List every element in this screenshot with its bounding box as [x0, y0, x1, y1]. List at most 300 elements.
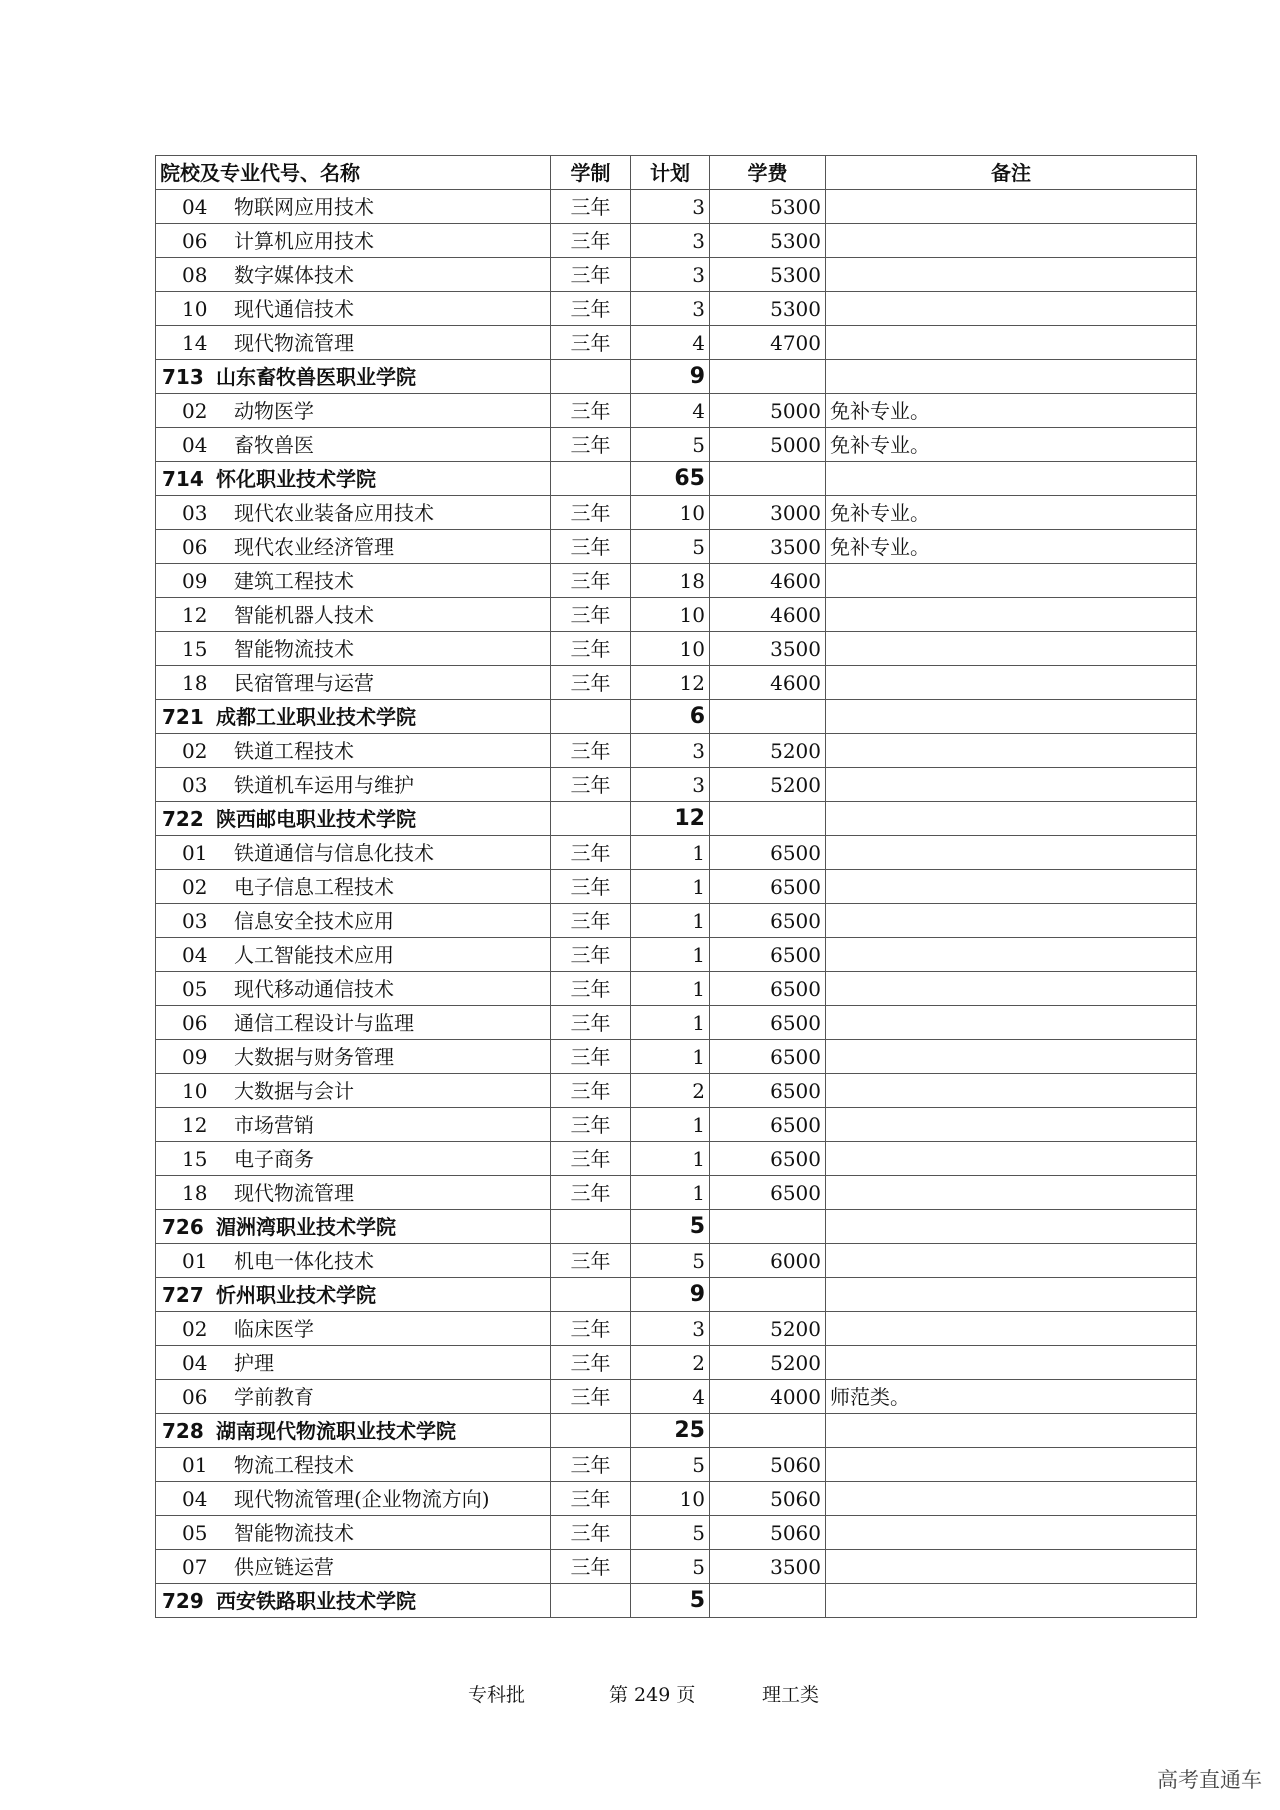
major-name: 动物医学 — [234, 398, 314, 423]
school-cell — [156, 700, 551, 734]
major-code: 15 — [182, 1146, 208, 1171]
major-plan: 2 — [631, 1074, 710, 1108]
major-note — [826, 1550, 1197, 1584]
major-note — [826, 1482, 1197, 1516]
major-code: 02 — [182, 874, 208, 899]
major-name: 市场营销 — [234, 1112, 314, 1137]
school-name: 湄洲湾职业技术学院 — [216, 1214, 396, 1239]
major-plan: 1 — [631, 870, 710, 904]
major-system: 三年 — [551, 598, 631, 632]
major-note — [826, 1074, 1197, 1108]
major-row — [156, 938, 1197, 972]
major-fee: 6500 — [710, 1006, 826, 1040]
header-system: 学制 — [551, 156, 631, 190]
major-name: 电子商务 — [234, 1146, 314, 1171]
school-code: 714 — [162, 466, 204, 491]
major-cell — [156, 768, 551, 802]
school-name: 西安铁路职业技术学院 — [216, 1588, 416, 1613]
major-cell — [156, 1312, 551, 1346]
major-row — [156, 496, 1197, 530]
major-fee: 5300 — [710, 258, 826, 292]
major-row — [156, 1550, 1197, 1584]
major-code: 03 — [182, 772, 208, 797]
watermark: 高考直通车 — [1157, 1768, 1262, 1792]
school-note — [826, 360, 1197, 394]
major-system: 三年 — [551, 904, 631, 938]
major-code: 06 — [182, 1010, 208, 1035]
major-name: 数字媒体技术 — [234, 262, 354, 287]
major-fee: 6500 — [710, 836, 826, 870]
major-plan: 5 — [631, 1550, 710, 1584]
major-system: 三年 — [551, 258, 631, 292]
table-body — [156, 190, 1197, 1618]
major-system: 三年 — [551, 1074, 631, 1108]
major-fee: 6500 — [710, 904, 826, 938]
major-system: 三年 — [551, 1346, 631, 1380]
major-system: 三年 — [551, 1142, 631, 1176]
major-note — [826, 972, 1197, 1006]
major-system: 三年 — [551, 1108, 631, 1142]
school-code: 726 — [162, 1214, 204, 1239]
major-fee: 5200 — [710, 734, 826, 768]
major-fee: 6500 — [710, 972, 826, 1006]
major-plan: 1 — [631, 836, 710, 870]
major-note — [826, 1448, 1197, 1482]
major-code: 06 — [182, 534, 208, 559]
major-cell — [156, 836, 551, 870]
major-plan: 10 — [631, 1482, 710, 1516]
school-name: 陕西邮电职业技术学院 — [216, 806, 416, 831]
major-name: 智能物流技术 — [234, 636, 354, 661]
major-row — [156, 1346, 1197, 1380]
major-system: 三年 — [551, 870, 631, 904]
major-note — [826, 224, 1197, 258]
major-cell — [156, 972, 551, 1006]
major-fee: 5000 — [710, 394, 826, 428]
major-code: 12 — [182, 1112, 208, 1137]
school-fee — [710, 1210, 826, 1244]
school-note — [826, 1414, 1197, 1448]
major-plan: 4 — [631, 394, 710, 428]
school-note — [826, 700, 1197, 734]
major-plan: 1 — [631, 972, 710, 1006]
major-row — [156, 428, 1197, 462]
major-plan: 3 — [631, 190, 710, 224]
major-plan: 3 — [631, 734, 710, 768]
major-note: 免补专业。 — [826, 394, 1197, 428]
major-system: 三年 — [551, 190, 631, 224]
major-note — [826, 598, 1197, 632]
major-row — [156, 1176, 1197, 1210]
major-fee: 4700 — [710, 326, 826, 360]
major-plan: 4 — [631, 326, 710, 360]
major-row — [156, 530, 1197, 564]
major-plan: 3 — [631, 1312, 710, 1346]
school-row — [156, 360, 1197, 394]
school-code: 728 — [162, 1418, 204, 1443]
major-fee: 6500 — [710, 1176, 826, 1210]
major-name: 电子信息工程技术 — [234, 874, 394, 899]
school-row — [156, 1584, 1197, 1618]
school-note — [826, 802, 1197, 836]
major-fee: 5200 — [710, 1346, 826, 1380]
school-fee — [710, 700, 826, 734]
school-fee — [710, 462, 826, 496]
school-note — [826, 1278, 1197, 1312]
major-cell — [156, 1142, 551, 1176]
school-system — [551, 462, 631, 496]
major-code: 12 — [182, 602, 208, 627]
major-plan: 5 — [631, 1516, 710, 1550]
major-fee: 5060 — [710, 1448, 826, 1482]
major-code: 09 — [182, 1044, 208, 1069]
major-system: 三年 — [551, 836, 631, 870]
school-code: 713 — [162, 364, 204, 389]
major-row — [156, 1006, 1197, 1040]
major-system: 三年 — [551, 394, 631, 428]
major-name: 大数据与会计 — [234, 1078, 354, 1103]
major-code: 04 — [182, 432, 208, 457]
major-row — [156, 1312, 1197, 1346]
major-plan: 2 — [631, 1346, 710, 1380]
major-note — [826, 1006, 1197, 1040]
major-plan: 1 — [631, 1108, 710, 1142]
major-cell — [156, 1448, 551, 1482]
major-note — [826, 870, 1197, 904]
major-note — [826, 1040, 1197, 1074]
major-note — [826, 904, 1197, 938]
school-system — [551, 802, 631, 836]
major-name: 智能物流技术 — [234, 1520, 354, 1545]
major-name: 大数据与财务管理 — [234, 1044, 394, 1069]
major-row — [156, 598, 1197, 632]
major-system: 三年 — [551, 734, 631, 768]
major-cell — [156, 326, 551, 360]
major-code: 10 — [182, 1078, 208, 1103]
school-cell — [156, 1414, 551, 1448]
major-row — [156, 1516, 1197, 1550]
major-plan: 3 — [631, 224, 710, 258]
school-note — [826, 462, 1197, 496]
major-code: 05 — [182, 976, 208, 1001]
major-plan: 4 — [631, 1380, 710, 1414]
major-fee: 4600 — [710, 598, 826, 632]
major-system: 三年 — [551, 1312, 631, 1346]
admission-plan-table — [155, 155, 1197, 1618]
major-fee: 4600 — [710, 564, 826, 598]
major-note — [826, 734, 1197, 768]
school-row — [156, 1210, 1197, 1244]
major-system: 三年 — [551, 428, 631, 462]
major-system: 三年 — [551, 1380, 631, 1414]
school-cell — [156, 1278, 551, 1312]
major-note — [826, 292, 1197, 326]
major-plan: 5 — [631, 1448, 710, 1482]
major-fee: 6500 — [710, 938, 826, 972]
school-name: 成都工业职业技术学院 — [216, 704, 416, 729]
school-plan-total: 25 — [631, 1414, 710, 1448]
major-fee: 6500 — [710, 870, 826, 904]
major-name: 现代物流管理 — [234, 1180, 354, 1205]
major-code: 08 — [182, 262, 208, 287]
major-name: 现代通信技术 — [234, 296, 354, 321]
major-system: 三年 — [551, 496, 631, 530]
major-code: 02 — [182, 738, 208, 763]
major-row — [156, 1244, 1197, 1278]
school-plan-total: 9 — [631, 360, 710, 394]
major-row — [156, 190, 1197, 224]
major-note: 免补专业。 — [826, 496, 1197, 530]
major-cell — [156, 598, 551, 632]
major-cell — [156, 496, 551, 530]
major-name: 铁道通信与信息化技术 — [234, 840, 434, 865]
school-plan-total: 5 — [631, 1210, 710, 1244]
major-note — [826, 258, 1197, 292]
major-cell — [156, 530, 551, 564]
major-code: 04 — [182, 942, 208, 967]
major-row — [156, 734, 1197, 768]
major-plan: 3 — [631, 768, 710, 802]
major-cell — [156, 632, 551, 666]
major-name: 临床医学 — [234, 1316, 314, 1341]
major-system: 三年 — [551, 564, 631, 598]
school-fee — [710, 1278, 826, 1312]
major-system: 三年 — [551, 1550, 631, 1584]
school-fee — [710, 360, 826, 394]
school-row — [156, 700, 1197, 734]
major-row — [156, 904, 1197, 938]
major-system: 三年 — [551, 326, 631, 360]
major-name: 智能机器人技术 — [234, 602, 374, 627]
major-note — [826, 836, 1197, 870]
major-code: 15 — [182, 636, 208, 661]
major-system: 三年 — [551, 224, 631, 258]
major-code: 01 — [182, 1452, 208, 1477]
major-plan: 5 — [631, 530, 710, 564]
school-system — [551, 1278, 631, 1312]
major-name: 计算机应用技术 — [234, 228, 374, 253]
major-cell — [156, 394, 551, 428]
major-row — [156, 632, 1197, 666]
major-cell — [156, 666, 551, 700]
major-name: 畜牧兽医 — [234, 432, 314, 457]
major-cell — [156, 428, 551, 462]
major-fee: 5200 — [710, 1312, 826, 1346]
major-fee: 6500 — [710, 1142, 826, 1176]
school-plan-total: 9 — [631, 1278, 710, 1312]
major-row — [156, 224, 1197, 258]
major-code: 01 — [182, 840, 208, 865]
major-code: 04 — [182, 1350, 208, 1375]
major-plan: 1 — [631, 1142, 710, 1176]
major-row — [156, 870, 1197, 904]
major-plan: 1 — [631, 1040, 710, 1074]
major-cell — [156, 1550, 551, 1584]
school-code: 727 — [162, 1282, 204, 1307]
school-cell — [156, 360, 551, 394]
major-fee: 5000 — [710, 428, 826, 462]
major-system: 三年 — [551, 632, 631, 666]
major-fee: 5300 — [710, 224, 826, 258]
school-cell — [156, 1210, 551, 1244]
major-cell — [156, 904, 551, 938]
major-cell — [156, 224, 551, 258]
major-system: 三年 — [551, 768, 631, 802]
footer-page-number: 第 249 页 — [609, 1684, 696, 1706]
school-name: 怀化职业技术学院 — [216, 466, 376, 491]
major-name: 信息安全技术应用 — [234, 908, 394, 933]
school-system — [551, 1210, 631, 1244]
school-fee — [710, 802, 826, 836]
major-plan: 5 — [631, 428, 710, 462]
major-system: 三年 — [551, 292, 631, 326]
major-plan: 1 — [631, 1176, 710, 1210]
major-name: 通信工程设计与监理 — [234, 1010, 414, 1035]
major-cell — [156, 1346, 551, 1380]
major-cell — [156, 1516, 551, 1550]
major-plan: 5 — [631, 1244, 710, 1278]
major-cell — [156, 1108, 551, 1142]
footer-batch: 专科批 — [468, 1684, 526, 1706]
major-row — [156, 1108, 1197, 1142]
major-row — [156, 1448, 1197, 1482]
major-cell — [156, 1040, 551, 1074]
school-code: 729 — [162, 1588, 204, 1613]
major-note — [826, 1142, 1197, 1176]
major-plan: 1 — [631, 904, 710, 938]
major-plan: 10 — [631, 632, 710, 666]
major-note: 免补专业。 — [826, 428, 1197, 462]
major-name: 供应链运营 — [234, 1554, 334, 1579]
major-system: 三年 — [551, 1448, 631, 1482]
header-plan: 计划 — [631, 156, 710, 190]
major-name: 现代物流管理(企业物流方向) — [234, 1486, 490, 1511]
major-fee: 5300 — [710, 190, 826, 224]
major-system: 三年 — [551, 1040, 631, 1074]
major-cell — [156, 258, 551, 292]
major-plan: 3 — [631, 292, 710, 326]
major-note — [826, 1108, 1197, 1142]
major-cell — [156, 1244, 551, 1278]
school-code: 722 — [162, 806, 204, 831]
major-fee: 5060 — [710, 1482, 826, 1516]
major-fee: 3000 — [710, 496, 826, 530]
major-system: 三年 — [551, 530, 631, 564]
school-name: 湖南现代物流职业技术学院 — [216, 1418, 456, 1443]
major-name: 物流工程技术 — [234, 1452, 354, 1477]
major-cell — [156, 190, 551, 224]
major-cell — [156, 938, 551, 972]
major-system: 三年 — [551, 1006, 631, 1040]
major-system: 三年 — [551, 666, 631, 700]
school-row — [156, 1278, 1197, 1312]
school-fee — [710, 1414, 826, 1448]
major-name: 学前教育 — [234, 1384, 314, 1409]
school-row — [156, 802, 1197, 836]
major-note — [826, 938, 1197, 972]
major-row — [156, 564, 1197, 598]
major-cell — [156, 292, 551, 326]
major-fee: 4000 — [710, 1380, 826, 1414]
major-row — [156, 258, 1197, 292]
header-name: 院校及专业代号、名称 — [156, 156, 551, 190]
major-system: 三年 — [551, 1482, 631, 1516]
school-cell — [156, 802, 551, 836]
major-code: 05 — [182, 1520, 208, 1545]
major-fee: 3500 — [710, 632, 826, 666]
major-name: 现代移动通信技术 — [234, 976, 394, 1001]
major-row — [156, 292, 1197, 326]
major-name: 护理 — [234, 1350, 274, 1375]
major-system: 三年 — [551, 1176, 631, 1210]
major-cell — [156, 564, 551, 598]
major-row — [156, 1380, 1197, 1414]
school-fee — [710, 1584, 826, 1618]
major-row — [156, 836, 1197, 870]
major-code: 02 — [182, 1316, 208, 1341]
major-row — [156, 1074, 1197, 1108]
major-cell — [156, 1176, 551, 1210]
major-plan: 3 — [631, 258, 710, 292]
major-code: 14 — [182, 330, 208, 355]
major-row — [156, 768, 1197, 802]
school-system — [551, 1414, 631, 1448]
major-fee: 5300 — [710, 292, 826, 326]
major-fee: 6500 — [710, 1040, 826, 1074]
major-code: 06 — [182, 1384, 208, 1409]
school-row — [156, 462, 1197, 496]
school-system — [551, 360, 631, 394]
major-fee: 4600 — [710, 666, 826, 700]
major-code: 18 — [182, 1180, 208, 1205]
header-fee: 学费 — [710, 156, 826, 190]
major-code: 09 — [182, 568, 208, 593]
major-note — [826, 666, 1197, 700]
school-note — [826, 1584, 1197, 1618]
major-note — [826, 1516, 1197, 1550]
school-plan-total: 5 — [631, 1584, 710, 1618]
major-note: 免补专业。 — [826, 530, 1197, 564]
major-note — [826, 190, 1197, 224]
major-name: 人工智能技术应用 — [234, 942, 394, 967]
school-plan-total: 6 — [631, 700, 710, 734]
major-fee: 5200 — [710, 768, 826, 802]
school-system — [551, 1584, 631, 1618]
major-system: 三年 — [551, 972, 631, 1006]
major-note — [826, 1312, 1197, 1346]
major-name: 现代农业经济管理 — [234, 534, 394, 559]
major-row — [156, 1142, 1197, 1176]
major-system: 三年 — [551, 1244, 631, 1278]
major-name: 铁道机车运用与维护 — [234, 772, 414, 797]
major-row — [156, 326, 1197, 360]
school-system — [551, 700, 631, 734]
major-name: 建筑工程技术 — [234, 568, 354, 593]
page-footer — [0, 1680, 1280, 1710]
major-plan: 18 — [631, 564, 710, 598]
major-plan: 1 — [631, 938, 710, 972]
school-note — [826, 1210, 1197, 1244]
major-fee: 3500 — [710, 1550, 826, 1584]
major-code: 06 — [182, 228, 208, 253]
major-name: 物联网应用技术 — [234, 194, 374, 219]
major-cell — [156, 1482, 551, 1516]
major-code: 02 — [182, 398, 208, 423]
major-code: 01 — [182, 1248, 208, 1273]
major-code: 04 — [182, 1486, 208, 1511]
major-fee: 6500 — [710, 1074, 826, 1108]
major-plan: 10 — [631, 598, 710, 632]
